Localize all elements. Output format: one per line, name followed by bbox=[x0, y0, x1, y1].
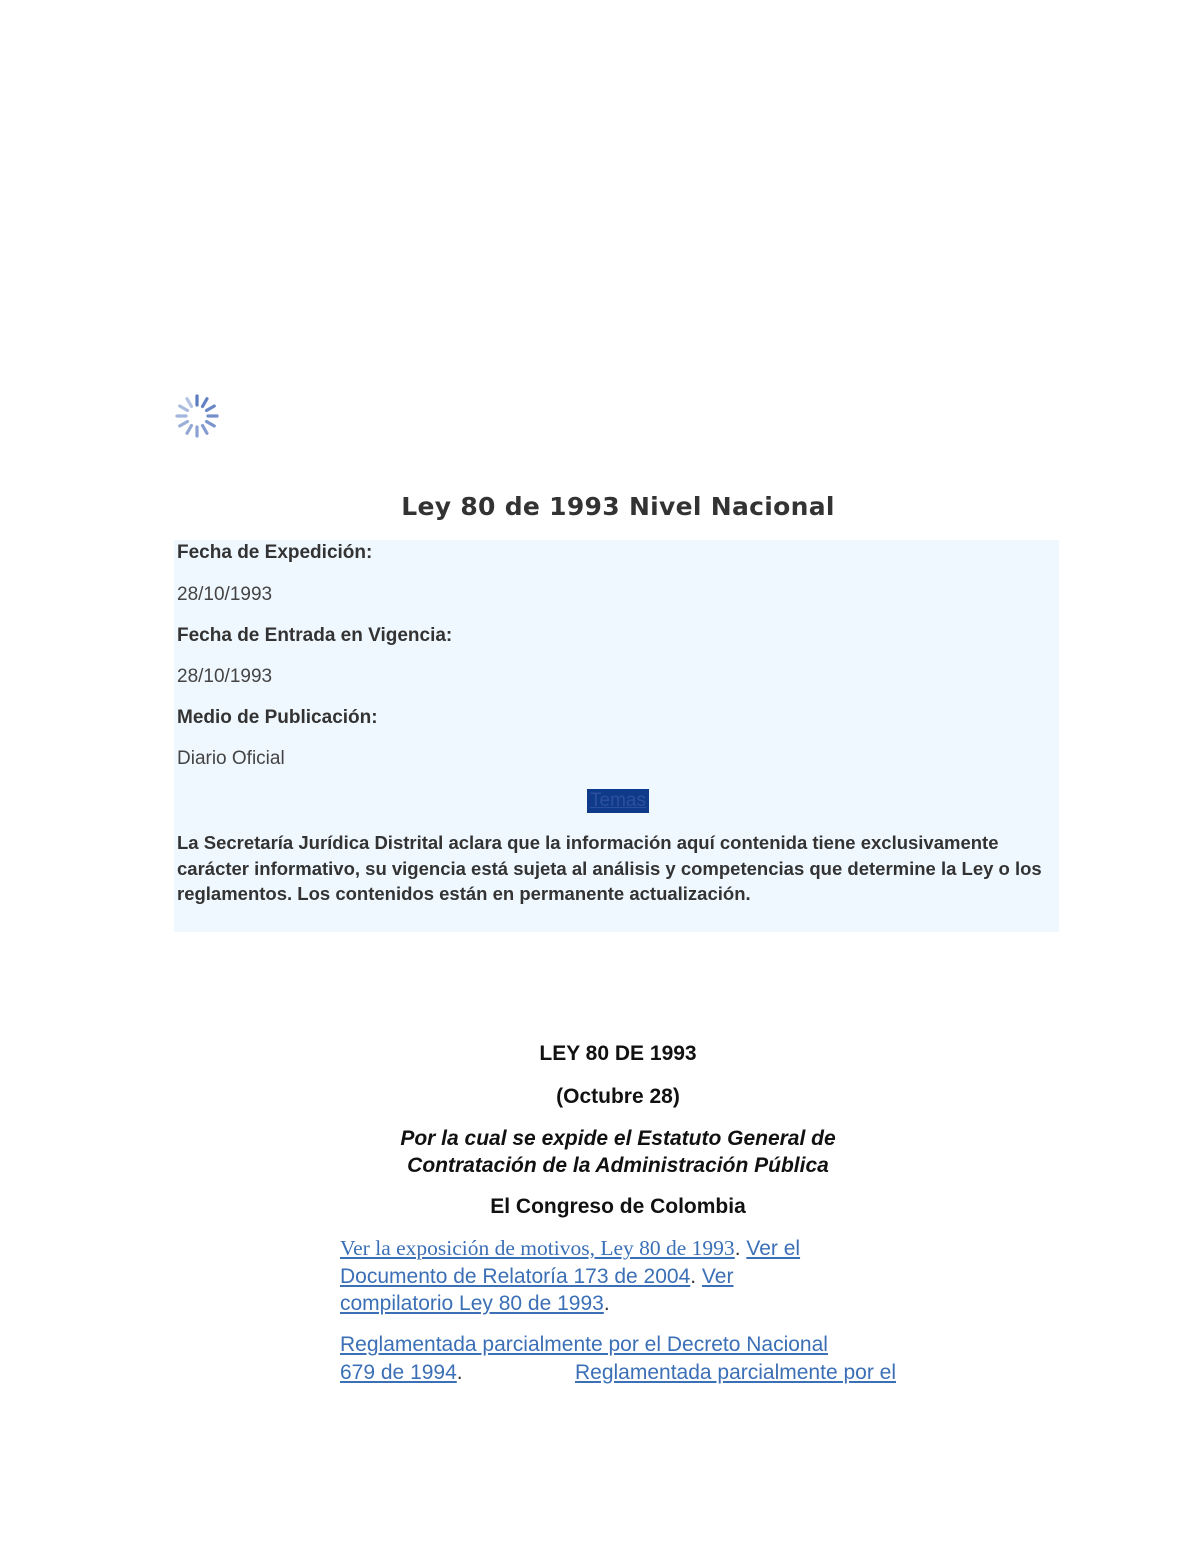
disclaimer-text: La Secretaría Jurídica Distrital aclara que la información aquí contenida tiene exclusivamente carácter informativo, su vigencia está sujeta al análisis y competencias que determine la Ley o los reglamentos. Los contenidos están en permanente actualización. bbox=[177, 832, 1042, 904]
law-subtitle: Por la cual se expide el Estatuto General de Contratación de la Administración Pública bbox=[400, 1127, 836, 1177]
expedicion-label: Fecha de Expedición: bbox=[177, 542, 373, 563]
medio-label: Medio de Publicación: bbox=[177, 707, 378, 728]
reglamentada-link-part2[interactable]: 679 de 1994 bbox=[340, 1360, 457, 1384]
regulations-paragraph: Reglamentada parcialmente por el Decreto Nacional 679 de 1994. Reglamentada parcialmente por el bbox=[340, 1331, 896, 1386]
reglamentada-link-part1[interactable]: Reglamentada parcialmente por el Decreto Nacional bbox=[340, 1333, 828, 1356]
expedicion-value: 28/10/1993 bbox=[177, 584, 273, 605]
vigencia-label: Fecha de Entrada en Vigencia: bbox=[177, 625, 453, 646]
compilatorio-link-part2[interactable]: compilatorio Ley 80 de 1993 bbox=[340, 1292, 604, 1315]
temas-button[interactable]: Temas bbox=[587, 789, 649, 813]
reglamentada-link-part3[interactable]: Reglamentada parcialmente por el bbox=[574, 1360, 896, 1384]
medio-value: Diario Oficial bbox=[177, 748, 285, 769]
references-paragraph: Ver la exposición de motivos, Ley 80 de 1993. Ver el Documento de Relatoría 173 de 2004. Ver compilatorio Ley 80 de 1993. bbox=[340, 1236, 801, 1315]
exposicion-motivos-link[interactable]: Ver la exposición de motivos, Ley 80 de 1993 bbox=[340, 1236, 735, 1260]
document-info-panel bbox=[174, 540, 1059, 932]
vigencia-value: 28/10/1993 bbox=[177, 666, 273, 687]
law-date: (Octubre 28) bbox=[556, 1085, 680, 1108]
page-title: Ley 80 de 1993 Nivel Nacional bbox=[401, 492, 835, 521]
relatoria-link-part1[interactable]: Ver el bbox=[746, 1237, 801, 1260]
law-heading: LEY 80 DE 1993 bbox=[539, 1042, 697, 1065]
relatoria-link-part2[interactable]: Documento de Relatoría 173 de 2004 bbox=[340, 1264, 691, 1288]
law-issuer: El Congreso de Colombia bbox=[490, 1195, 746, 1218]
loading-spinner-icon bbox=[174, 393, 220, 439]
compilatorio-link-part1[interactable]: Ver bbox=[701, 1264, 734, 1288]
